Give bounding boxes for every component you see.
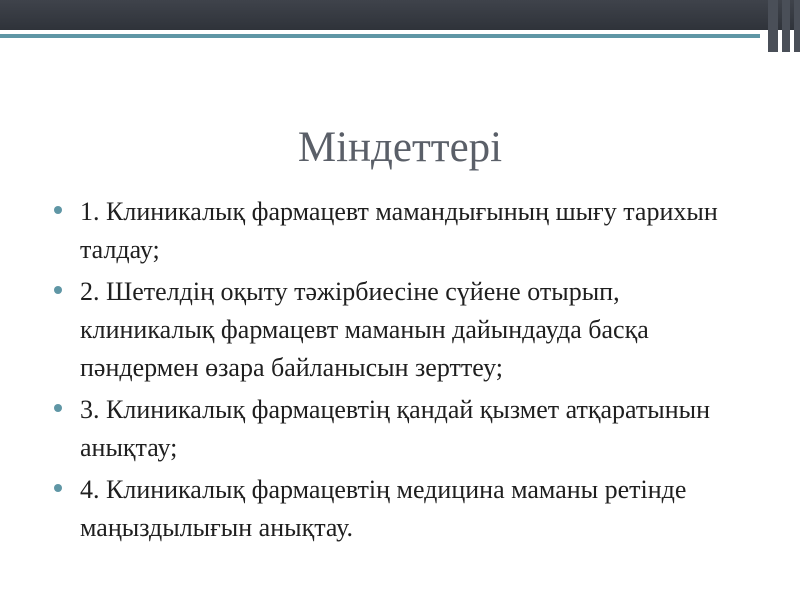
bullet-text-2: 2. Шетелдің оқыту тәжірбиесіне сүйене отырып, клиникалық фармацевт маманын дайындауда басқа пәндермен өзара байланысын зерттеу;	[80, 277, 649, 382]
accent-line	[0, 34, 760, 38]
bullet-item-3	[52, 391, 752, 467]
slide-title: Міндеттері	[297, 124, 503, 171]
bullet-item-1	[52, 193, 752, 269]
decor-stripe	[782, 0, 790, 52]
bullet-text-1: 1. Клиникалық фармацевт мамандығының шығу тарихын талдау;	[80, 197, 718, 264]
bullet-item-2	[52, 273, 752, 387]
bullet-dot-icon	[54, 484, 62, 492]
bullet-list	[52, 193, 752, 551]
decor-stripe	[794, 0, 800, 52]
bullet-dot-icon	[54, 206, 62, 214]
bullet-text-4: 4. Клиникалық фармацевтің медицина маманы ретінде маңыздылығын анықтау.	[80, 475, 687, 542]
bullet-dot-icon	[54, 404, 62, 412]
decor-stripe	[768, 0, 778, 52]
bullet-item-4	[52, 471, 752, 547]
bullet-dot-icon	[54, 286, 62, 294]
bullet-text-3: 3. Клиникалық фармацевтің қандай қызмет атқаратынын анықтау;	[80, 395, 711, 462]
top-bar	[0, 0, 800, 30]
